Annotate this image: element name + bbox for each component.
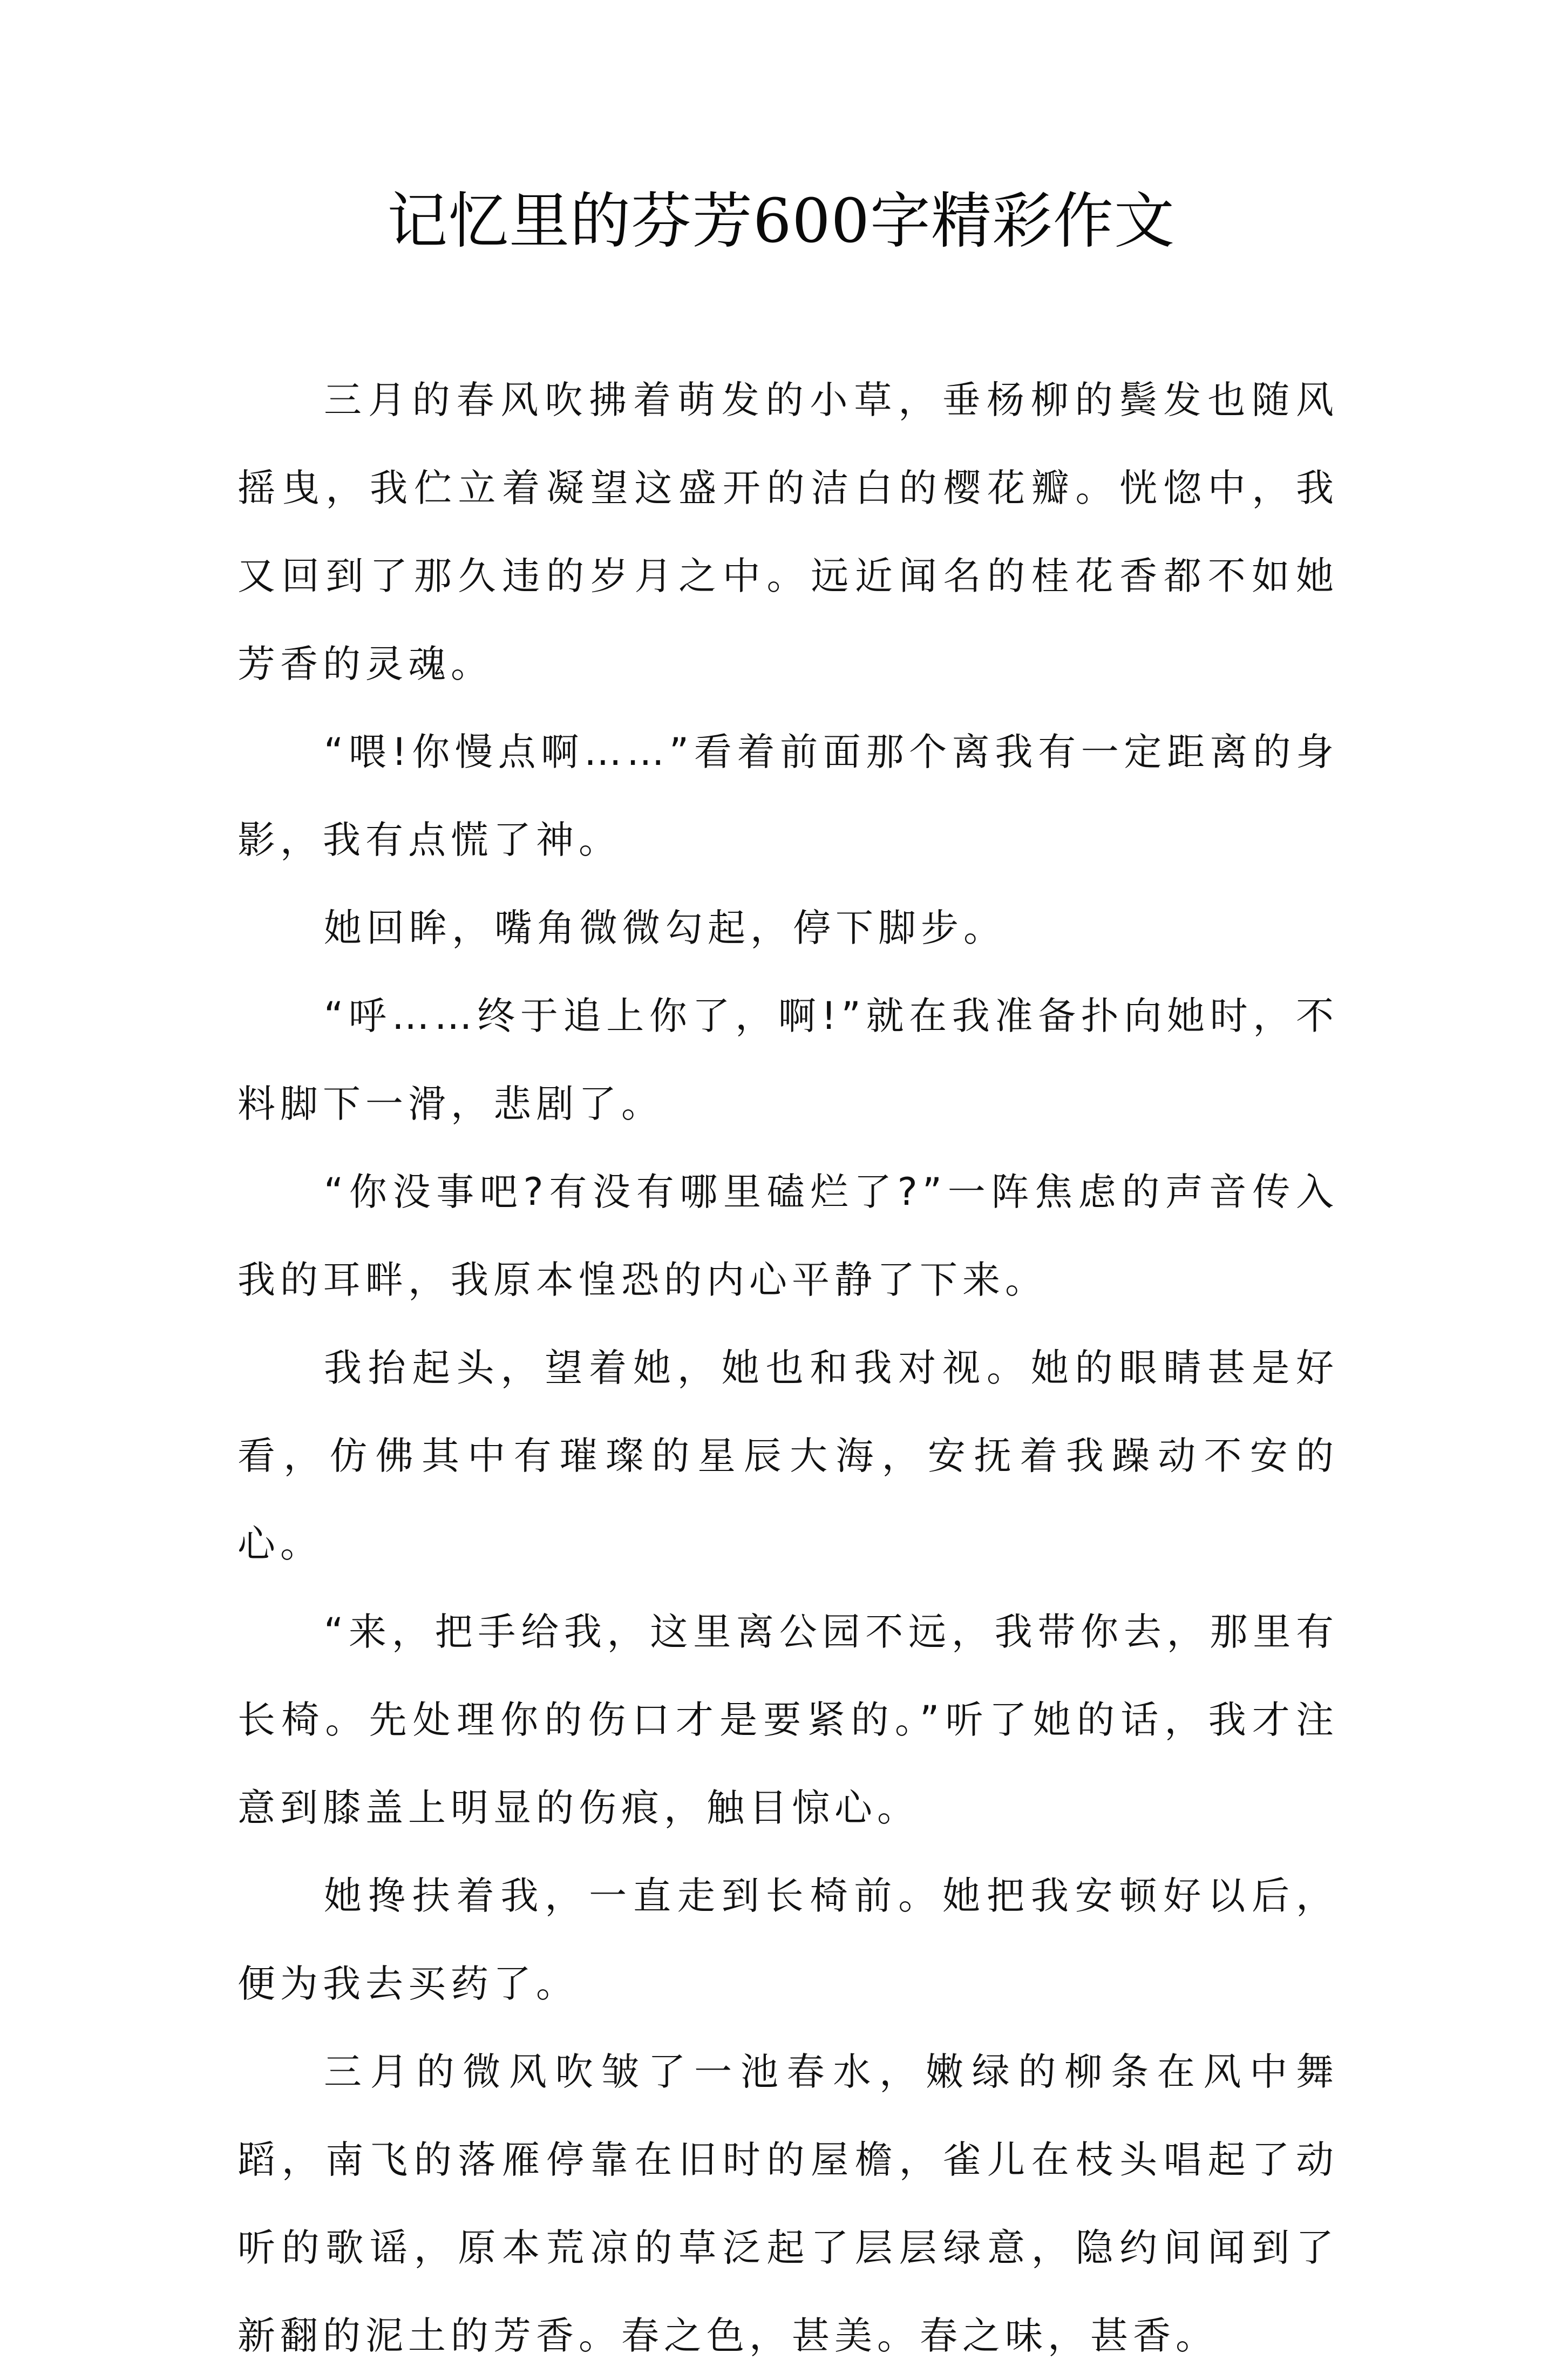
paragraph-2: “喂!你慢点啊……”看着前面那个离我有一定距离的身影，我有点慌了神。 (237, 730, 1339, 862)
paragraph-7: “来，把手给我，这里离公园不远，我带你去，那里有长椅。先处理你的伤口才是要紧的。”听了她的话，我才注意到膝盖上明显的伤痕，触目惊心。 (237, 1610, 1339, 1830)
paragraph-4: “呼……终于追上你了，啊!”就在我准备扑向她时，不料脚下一滑，悲剧了。 (237, 994, 1339, 1126)
paragraph-3: 她回眸，嘴角微微勾起，停下脚步。 (324, 906, 1006, 950)
paragraph-8: 她搀扶着我，一直走到长椅前。她把我安顿好以后，便为我去买药了。 (237, 1874, 1339, 2006)
paragraph-9: 三月的微风吹皱了一池春水，嫩绿的柳条在风中舞蹈，南飞的落雁停靠在旧时的屋檐，雀儿在枝头唱起了动听的歌谣，原本荒凉的草泛起了层层绿意，隐约间闻到了新翻的泥土的芳香。春之色，甚美。春之味，甚香。 (237, 2050, 1339, 2358)
paragraph-1: 三月的春风吹拂着萌发的小草，垂杨柳的鬓发也随风摇曳，我伫立着凝望这盛开的洁白的樱花瓣。恍惚中，我又回到了那久违的岁月之中。远近闻名的桂花香都不如她芳香的灵魂。 (237, 378, 1339, 686)
paragraph-5: “你没事吧?有没有哪里磕烂了?”一阵焦虑的声音传入我的耳畔，我原本惶恐的内心平静了下来。 (237, 1170, 1339, 1302)
document-title: 记忆里的芬芳600字精彩作文 (387, 186, 1175, 256)
paragraph-6: 我抬起头，望着她，她也和我对视。她的眼睛甚是好看，仿佛其中有璀璨的星辰大海，安抚着我躁动不安的心。 (237, 1346, 1339, 1566)
document-body (237, 356, 1339, 2380)
